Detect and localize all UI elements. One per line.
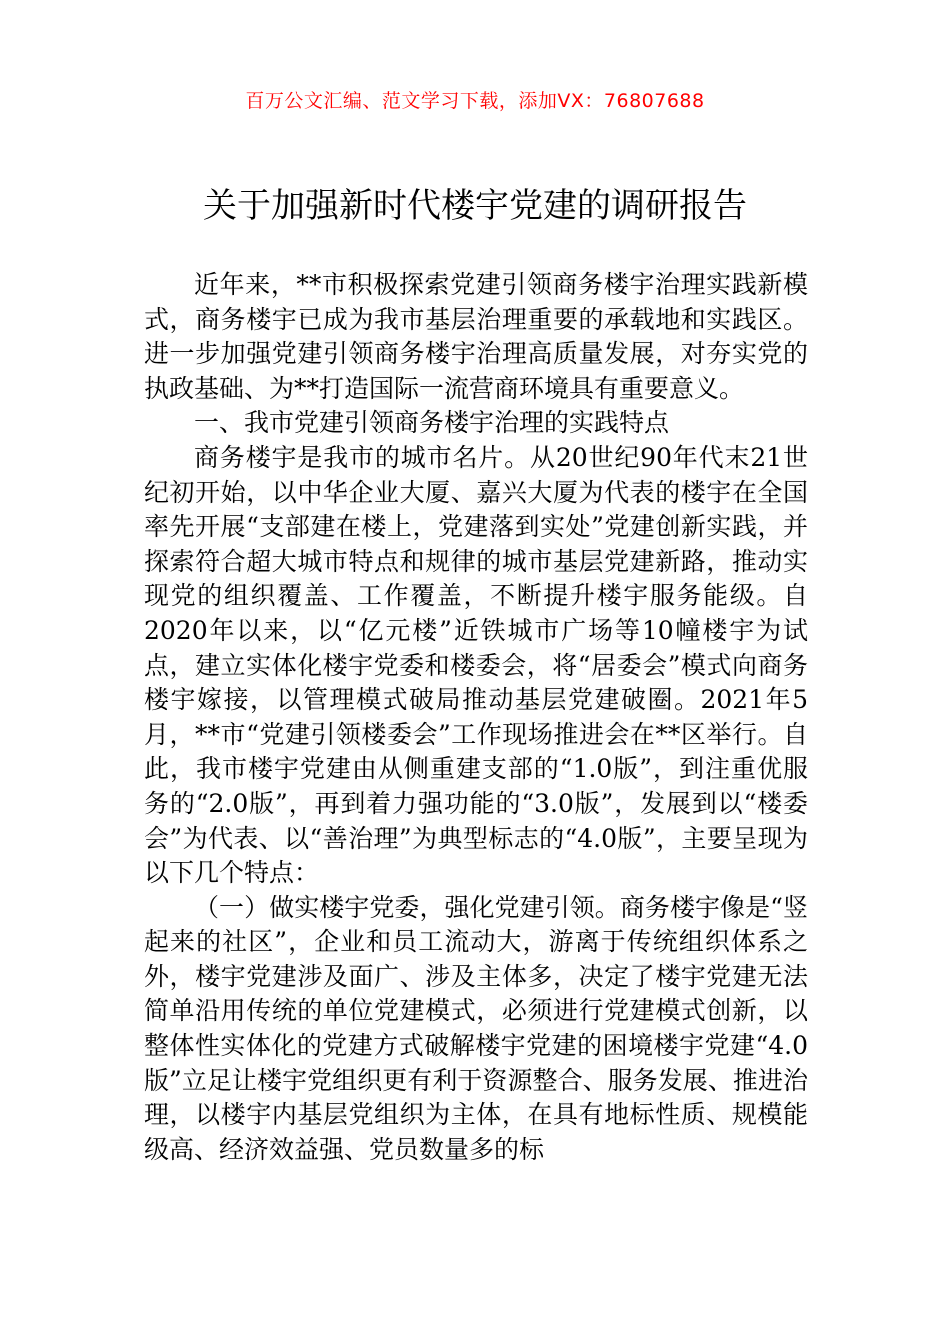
paragraph-point-1: （一）做实楼宇党委，强化党建引领。商务楼宇像是“竖起来的社区”，企业和员工流动大，游离于传统组织体系之外，楼宇党建涉及面广、涉及主体多，决定了楼宇党建无法简单沿用传统的单位党建模式，必须进行党建模式创新，以整体性实体化的党建方式破解楼宇党建的困境楼宇党建“4.0版”立足让楼宇党组织更有利于资源整合、服务发展、推进治理，以楼宇内基层党组织为主体，在具有地标性质、规模能级高、经济效益强、党员数量多的标	[144, 892, 808, 1164]
paragraph-intro: 近年来，**市积极探索党建引领商务楼宇治理实践新模式，商务楼宇已成为我市基层治理重要的承载地和实践区。进一步加强党建引领商务楼宇治理高质量发展，对夯实党的执政基础、为**打造国际一流营商环境具有重要意义。	[144, 270, 808, 403]
document-body	[144, 268, 808, 1167]
header-note: 百万公文汇编、范文学习下载，添加VX：76807688	[245, 90, 705, 112]
document-title: 关于加强新时代楼宇党建的调研报告	[203, 186, 747, 226]
paragraph-background: 商务楼宇是我市的城市名片。从20世纪90年代末21世纪初开始，以中华企业大厦、嘉兴大厦为代表的楼宇在全国率先开展“支部建在楼上，党建落到实处”党建创新实践，并探索符合超大城市特点和规律的城市基层党建新路，推动实现党的组织覆盖、工作覆盖，不断提升楼宇服务能级。自2020年以来，以“亿元楼”近铁城市广场等10幢楼宇为试点，建立实体化楼宇党委和楼委会，将“居委会”模式向商务楼宇嫁接，以管理模式破局推动基层党建破圈。2021年5月，**市“党建引领楼委会”工作现场推进会在**区举行。自此，我市楼宇党建由从侧重建支部的“1.0版”，到注重优服务的“2.0版”，再到着力强功能的“3.0版”，发展到以“楼委会”为代表、以“善治理”为典型标志的“4.0版”，主要呈现为以下几个特点：	[144, 442, 808, 888]
section-heading-1: 一、我市党建引领商务楼宇治理的实践特点	[194, 408, 670, 438]
